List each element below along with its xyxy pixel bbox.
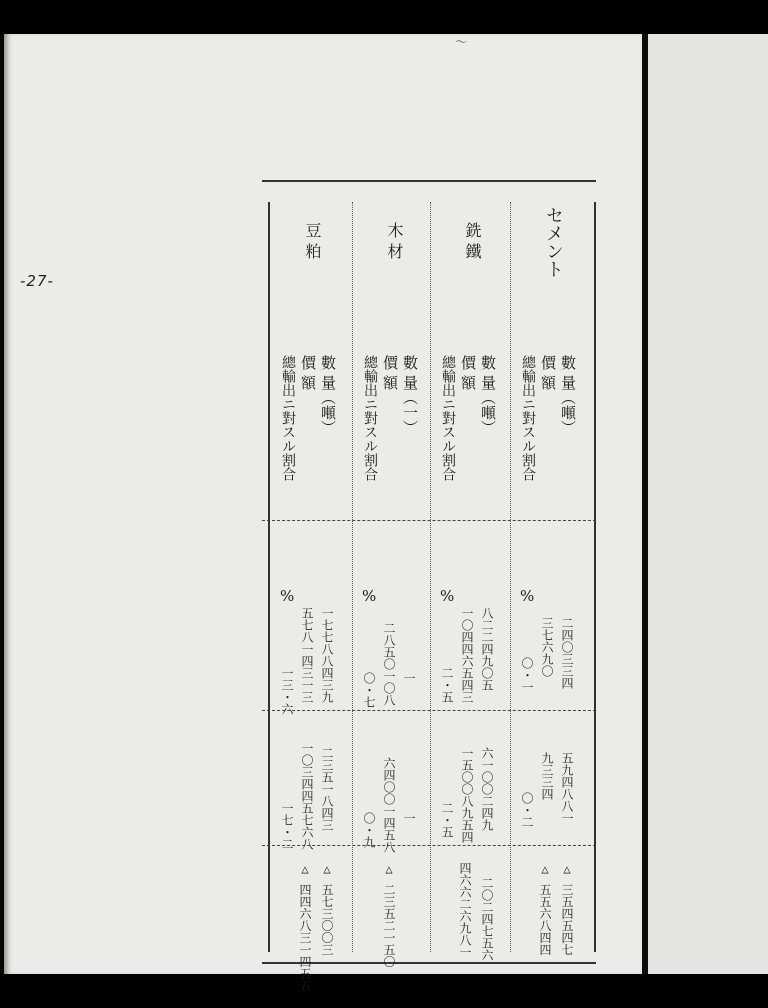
field-label: 價 額 bbox=[381, 355, 399, 390]
table-cell: 〇・二 bbox=[520, 792, 534, 828]
item-name: 木 材 bbox=[385, 222, 404, 260]
table-top-rule bbox=[262, 180, 596, 182]
table-cell: 二三五一八四三 bbox=[320, 747, 334, 831]
table-cell: 五九四八八一 bbox=[560, 752, 574, 824]
table-cell: 二四〇三三四 bbox=[560, 617, 574, 689]
table-cell: △ 五五六八四四 bbox=[538, 862, 552, 956]
table-row bbox=[274, 202, 352, 992]
percent-sign: % bbox=[520, 587, 535, 605]
percent-sign: % bbox=[280, 587, 295, 605]
trade-table bbox=[262, 180, 596, 992]
table-row bbox=[514, 202, 592, 956]
table-cell: 一三・六 bbox=[280, 667, 294, 715]
table-cell: 〇・七 bbox=[362, 672, 376, 708]
table-cell: 九三三四 bbox=[540, 752, 554, 800]
table-cell: 二〇二四七五六 bbox=[480, 877, 494, 961]
field-label: 總輸出ニ對スル割合 bbox=[362, 355, 378, 481]
table-cell: 五七八一四三一三 bbox=[300, 607, 314, 703]
table-cell: △ 二三五二一五〇 bbox=[382, 862, 396, 968]
field-label: 總輸出ニ對スル割合 bbox=[280, 355, 296, 481]
table-cell: 八二二四九〇五 bbox=[480, 607, 494, 691]
table-cell: 六一〇〇二四九 bbox=[480, 747, 494, 831]
percent-sign: % bbox=[440, 587, 455, 605]
next-page-edge bbox=[648, 34, 768, 974]
table-cell: △ 四四六八三一四五五 bbox=[298, 862, 312, 992]
item-name: 豆 粕 bbox=[303, 222, 322, 260]
field-label: 總輸出ニ對スル割合 bbox=[520, 355, 536, 481]
item-name: セメント bbox=[543, 206, 564, 278]
scan-top-border bbox=[0, 0, 768, 34]
table-cell: 二八五〇一〇八 bbox=[382, 622, 396, 706]
field-label: 價 額 bbox=[539, 355, 557, 390]
table-row bbox=[356, 202, 434, 968]
field-label: 數 量（一） bbox=[401, 355, 419, 435]
field-label: 數 量（噸） bbox=[319, 355, 337, 435]
table-cell: 六四〇〇一四五八 bbox=[382, 757, 396, 853]
page-number: -27- bbox=[20, 272, 54, 290]
table-cell: 二・五 bbox=[440, 802, 454, 838]
table-cell: 一〇四四六五四三 bbox=[460, 607, 474, 703]
scan-bottom-border bbox=[0, 974, 768, 1008]
table-cell: 一五〇〇八九五四 bbox=[460, 747, 474, 843]
page-top-mark: 〜 bbox=[455, 35, 468, 49]
row-divider bbox=[352, 202, 353, 952]
table-right-rule bbox=[594, 202, 596, 952]
table-cell: 三七六九〇 bbox=[540, 617, 554, 677]
table-cell: 一〇三四四五七六八 bbox=[300, 742, 314, 850]
field-label: 價 額 bbox=[299, 355, 317, 390]
field-label: 數 量（噸） bbox=[559, 355, 577, 435]
table-left-rule bbox=[268, 202, 270, 952]
table-cell: △ 五七三〇〇三 bbox=[320, 862, 334, 956]
field-label: 總輸出ニ對スル割合 bbox=[440, 355, 456, 481]
table-row bbox=[434, 202, 512, 961]
table-cell: 一七・二 bbox=[280, 802, 294, 850]
table-cell: 一七七八八四三九 bbox=[320, 607, 334, 703]
field-label: 價 額 bbox=[459, 355, 477, 390]
table-bottom-rule bbox=[262, 962, 596, 964]
table-cell: 一 bbox=[402, 812, 416, 824]
table-cell: 〇・九 bbox=[362, 812, 376, 848]
item-name: 銑 鐵 bbox=[463, 222, 482, 260]
field-label: 數 量（噸） bbox=[479, 355, 497, 435]
table-cell: △ 三五四五四七 bbox=[560, 862, 574, 956]
table-cell: 〇・一 bbox=[520, 657, 534, 693]
table-cell: 一 bbox=[402, 672, 416, 684]
table-cell: 二・五 bbox=[440, 667, 454, 703]
table-cell: 四六六二六九八一 bbox=[458, 862, 472, 958]
percent-sign: % bbox=[362, 587, 377, 605]
